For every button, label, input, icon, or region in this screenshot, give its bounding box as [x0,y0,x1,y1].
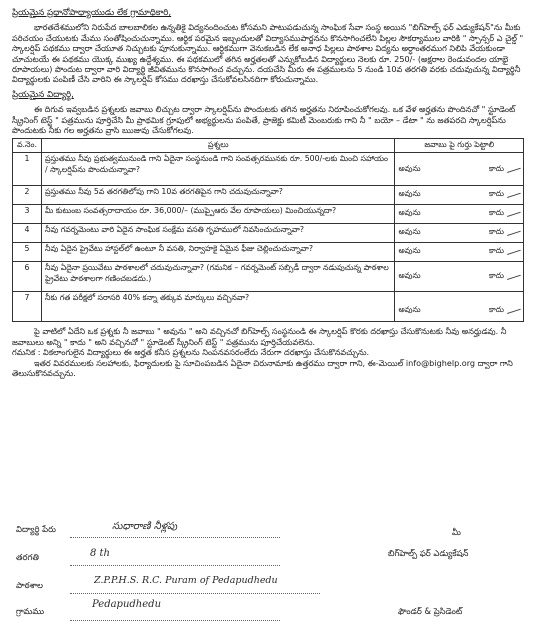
row-answer[interactable] [395,186,524,205]
table-row [13,205,524,224]
intro-paragraph: భారతదేశములోని నిరుపేద బాలబాలికల ఉన్నతికై విద్యనందించుట కోసమని పాటుపడుచున్న సాంఘిక సేవా సంస్థ అయిన "బిగ్‌హెల్ప్ ఫర్ ఎడ్యుకేషన్"ను మీకు పరిచయం చేయుటకు మేము సంతోషించుచున్నాము. ఆర్థిక పరమైన ఇబ్బందులతో విద్యాసముపార్జనను కొనసాగించలేని పిల్లల సౌకర్యాముల వారికి " స్పాన్సర్ ఎ చైల్డ్ " స్కాలర్షిప్ పథకము ద్వారా చేయూత నిచ్చుటకు పూనుకున్నాము. ఆర్ధికముగా వెనుకబడిన లేక అనాధ పిల్లలు పాఠశాల విద్యను అర్ధాంతరముగ నిలిపి వేయకుండా చూచుటయే ఈ పథకము యొక్క ముఖ్య ఉద్దేశ్యము. ఈ పథకములో తగిన అర్హతలతో ఎన్నుకోబడిన విద్యార్థులు నెలకు రూ. 250/- (అక్షరాల రెండువందల యాభై రూపాయలు) పొందుట ద్వారా వారి విద్యార్థి జీవితమును కొనసాగించ వచ్చును. దయచేసి మీరు ఈ పత్రములను 5 నుండి 10వ తరగతి వరకు చదువుచున్న విద్యార్థినీ విద్యార్థులకు పంపిణీ చేసి వారిని ఈ స్కాలర్షిప్ కోసము దరఖాస్తు చేసుకోవలసినదిగా కోరుచున్నాము. [12,22,524,85]
row-question: నీవు ఏదైన ప్రైవేటు హాస్టల్‌లో ఉంటూ నీ వసతి, నిర్వాహకై ఏమైన ఫీజు చెల్లించుచున్నావా? [41,243,394,262]
signoff-yours: మీ [452,527,461,537]
row-number: 4 [13,224,42,243]
check-mark-icon [505,187,520,198]
row-number: 3 [13,205,42,224]
village-underline [70,620,280,621]
founder-title: ఫౌండర్ & ప్రెసిడెంట్ [398,606,463,616]
yes-option[interactable]: అవును [398,208,421,218]
yes-option[interactable]: అవును [398,246,421,256]
header-answer: జవాబు పై గుర్తు పెట్టాలి [395,139,524,153]
table-row [13,224,524,243]
table-row [13,292,524,322]
table-row [13,186,524,205]
class-field[interactable]: 8 th [90,548,110,559]
row-question: ప్రస్తుతము నీవు 5వ తరగతిలోపు గాని 10వ తరగతిపైన గాని చదువుచున్నావా? [41,186,394,205]
row-answer[interactable] [395,224,524,243]
row-question: నీకు గత పరీక్షలో సరాసరి 40% కన్నా తక్కువ మార్కులు వచ్చినవా? [41,292,394,322]
village-label: గ్రామము [16,606,45,616]
header-question: ప్రశ్నలు [41,139,394,153]
header-no: వ.నెం. [13,139,42,153]
school-underline [70,593,320,594]
no-option[interactable]: కాదు [489,227,504,237]
row-question: నీవు గవర్నమెంటు వారి ఏదైన సాంఘిక సంక్షేమ వసతి గృహములో నివసించుచున్నావా? [41,224,394,243]
school-field[interactable]: Z.P.P.H.S. R.C. Puram of Pedapudhedu [94,575,278,586]
no-option[interactable]: కాదు [489,189,504,199]
yes-option[interactable]: అవును [398,164,421,174]
table-row [13,153,524,186]
check-mark-icon [505,269,520,280]
student-salutation: ప్రియమైన విద్యార్థి, [12,89,74,100]
class-underline [70,565,280,566]
row-number: 5 [13,243,42,262]
yes-option[interactable]: అవును [398,271,421,281]
check-mark-icon [505,162,520,173]
row-question: నీవు ఏదైనా ప్రయివేటు పాఠశాలలో చదువుచున్నావా? (గమనిక – గవర్నమెంట్ సబ్సిడీ ద్వారా నడుపుచున్న పాఠశాల ప్రైవేటు పాఠశాలగా గణించబడదు.) [41,262,394,292]
name-underline [70,537,280,538]
row-answer[interactable] [395,262,524,292]
row-answer[interactable] [395,205,524,224]
no-option[interactable]: కాదు [489,164,504,174]
no-option[interactable]: కాదు [489,246,504,256]
organization-name: బిగ్‌హెల్ప్ ఫర్ ఎడ్యుకేషన్ [388,548,469,558]
row-question: మీ కుటుంబ సంవత్సరాదాయం రూ. 36,000/– (ముప్పైఆరు వేల రూపాయలు) మించియున్నదా? [41,205,394,224]
row-number: 2 [13,186,42,205]
check-mark-icon [505,244,520,255]
table-header-row [13,139,524,153]
table-row [13,243,524,262]
yes-option[interactable]: అవును [398,189,421,199]
name-label: విద్యార్థి పేరు [16,524,56,534]
row-number: 7 [13,292,42,322]
class-label: తరగతి [16,552,39,562]
row-answer[interactable] [395,243,524,262]
check-mark-icon [505,303,520,314]
table-row [13,262,524,292]
row-answer[interactable] [395,292,524,322]
no-option[interactable]: కాదు [489,208,504,218]
contact-paragraph: ఇతర వివరములకు సలహాలకు, ఫిర్యాదులకు పై సూచింపబడిన ఏదైనా చిరునామాకు ఉత్తరము ద్వారా గాని, ఈ-మెయిల్ info@bighelp.org ద్వారా గాని తెలుసుకొనవచ్చును. [12,357,513,379]
eligibility-table [12,138,524,322]
row-number: 1 [13,153,42,186]
yes-option[interactable]: అవును [398,227,421,237]
eligibility-paragraph: పై వాటిలో ఏదేని ఒక ప్రశ్నకు నీ జవాబు " అవును " అని వచ్చినచో బిగ్‌హెల్ప్ సంస్థనుండి ఈ స్కాలర్షిప్ కొరకు దరఖాస్తు చేసుకొనుటకు నీవు అనర్హుడవు. నీ జవాబులు అన్ని " కాదు " అని వచ్చినచో " స్టూడెంట్ స్క్రీనింగ్ టెస్ట్ " పత్రమును పూర్తిచేయవలెను. [12,326,507,347]
student-paragraph: ఈ దిగువ ఇవ్వబడిన ప్రశ్నలకు జవాబు లిచ్చుట ద్వారా స్కాలర్షిప్‌ను పొందుటకు తగిన అర్హతను నిరూపించుకోగలవు. ఒక వేళ అర్హతను పొందినచో " స్టూడెంట్ స్క్రీనింగ్ టెస్ట్ " పత్రమును పూర్తిచేసి మీ ప్రాథమిక గ్రూపులో అభ్యర్థులను పంపితే, ప్రాజెక్టు కమిటీ మెంబరుకు గాని నీ " బయో – డేటా " ను జతపరచి స్కాలర్షిప్‌ను పొందుటకు నీకు గల అర్హతను వ్రాసి ఋజువు చేసుకోగలవు. [12,104,516,136]
check-mark-icon [505,206,520,217]
no-option[interactable]: కాదు [489,305,504,315]
school-label: పాఠశాల [16,580,43,590]
row-answer[interactable] [395,153,524,186]
yes-option[interactable]: అవును [398,305,421,315]
check-mark-icon [505,225,520,236]
village-field[interactable]: Pedapudhedu [92,599,162,610]
note-paragraph: గమనిక : వికలాంగులైన విద్యార్థులు ఈ అర్హత కనీస ప్రశ్నలను నింపనవసరంలేదు నేరుగా దరఖాస్తు చేసుకొనవచ్చును. [12,347,370,358]
salutation: ప్రియమైన ప్రధానోపాధ్యాయుడు లేక గ్రామాధికారి, [12,8,172,18]
row-question: ప్రస్తుతము నీవు ప్రభుత్వమునుండి గాని ఏదైనా సంస్థనుండి గాని సంవత్సరమునకు రూ. 500/-లకు మించి సహాయం / స్కాలర్షిప్‌ను పొందుచున్నావా? [41,153,394,186]
name-field[interactable]: సుధారాణి నీళ్లపు [112,521,178,532]
row-number: 6 [13,262,42,292]
no-option[interactable]: కాదు [489,271,504,281]
